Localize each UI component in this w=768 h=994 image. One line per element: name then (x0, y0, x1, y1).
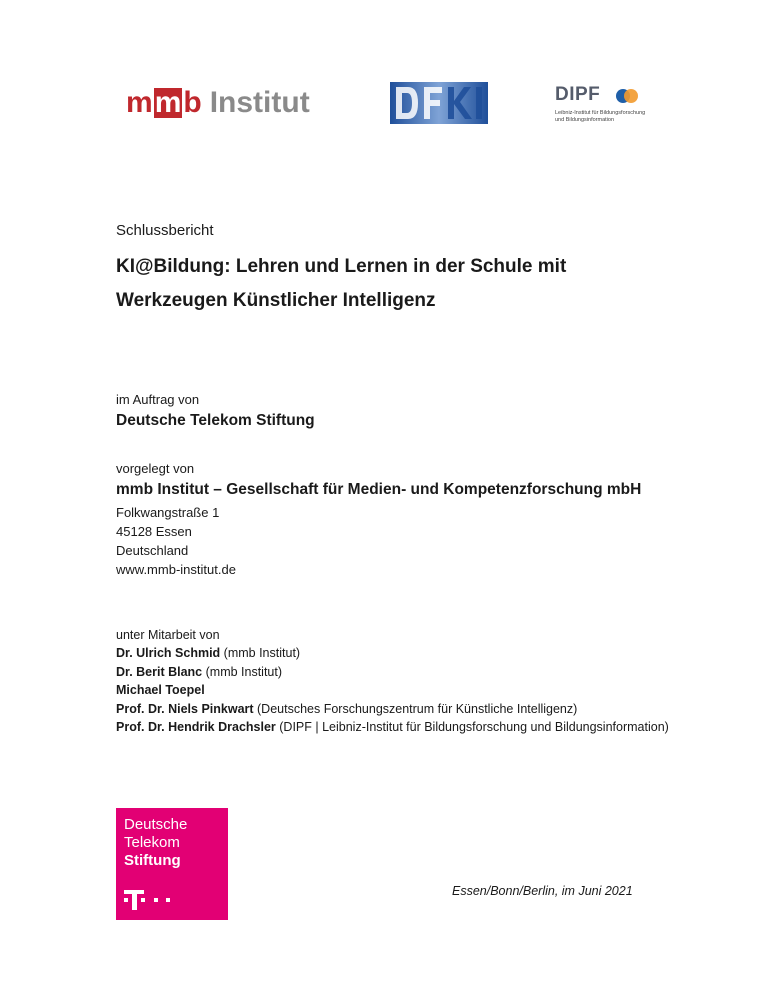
collaborator-name: Prof. Dr. Hendrik Drachsler (116, 720, 276, 735)
dipf-dots-icon (615, 88, 639, 104)
dipf-subtitle-line2: und Bildungsinformation (555, 117, 615, 123)
mmb-institut-logo (126, 86, 310, 120)
address-city: 45128 Essen (116, 524, 192, 539)
dipf-logo-subtitle (555, 110, 655, 124)
collaborator-row (116, 718, 669, 736)
dipf-logo (555, 84, 655, 124)
commission-label: im Auftrag von (116, 392, 200, 407)
collaboration-block (116, 626, 669, 736)
dfki-logo (390, 82, 488, 124)
dipf-logo-word: DIPF (555, 84, 601, 105)
report-title-line2: Werkzeugen Künstlicher Intelligenz (116, 290, 436, 311)
collaborator-name: Dr. Ulrich Schmid (116, 646, 221, 661)
submitted-label: vorgelegt von (116, 461, 195, 476)
address-street: Folkwangstraße 1 (116, 505, 220, 520)
collaborator-row (116, 681, 669, 699)
collaboration-label: unter Mitarbeit von (116, 628, 220, 642)
telekom-stiftung-logo (116, 808, 228, 920)
collaborator-affiliation: (mmb Institut) (220, 646, 301, 661)
telekom-t-icon (124, 888, 184, 910)
place-date: Essen/Bonn/Berlin, im Juni 2021 (452, 884, 633, 898)
collaborator-affiliation: (DIPF | Leibniz-Institut für Bildungsforschung und Bildungsinformation) (275, 720, 669, 735)
telekom-logo-line2: Telekom (124, 834, 180, 851)
mmb-logo-word: Institut (209, 86, 310, 119)
org-address (116, 503, 236, 579)
mmb-logo-m2: m (154, 86, 182, 119)
mmb-logo-m1: m (126, 86, 153, 119)
collaborator-name: Dr. Berit Blanc (116, 664, 203, 679)
collaborator-affiliation: (mmb Institut) (202, 664, 283, 679)
collaborator-affiliation: (Deutsches Forschungszentrum für Künstliche Intelligenz) (253, 701, 578, 716)
collaborator-name: Prof. Dr. Niels Pinkwart (116, 701, 254, 716)
dipf-subtitle-line1: Leibniz-Institut für Bildungsforschung (555, 110, 646, 116)
submitting-org: mmb Institut – Gesellschaft für Medien- und Kompetenzforschung mbH (116, 481, 642, 498)
collaborator-row (116, 663, 669, 681)
commission-name: Deutsche Telekom Stiftung (116, 412, 315, 429)
report-type: Schlussbericht (116, 222, 214, 239)
org-website: www.mmb-institut.de (116, 562, 236, 577)
telekom-logo-line3: Stiftung (124, 852, 181, 869)
telekom-logo-line1: Deutsche (124, 816, 188, 833)
collaborator-row (116, 700, 669, 718)
collaborator-name: Michael Toepel (116, 683, 205, 698)
report-title (116, 250, 676, 318)
address-country: Deutschland (116, 543, 189, 558)
mmb-logo-b: b (183, 86, 202, 119)
collaborator-row (116, 644, 669, 662)
report-title-line1: KI@Bildung: Lehren und Lernen in der Schule mit (116, 256, 567, 277)
